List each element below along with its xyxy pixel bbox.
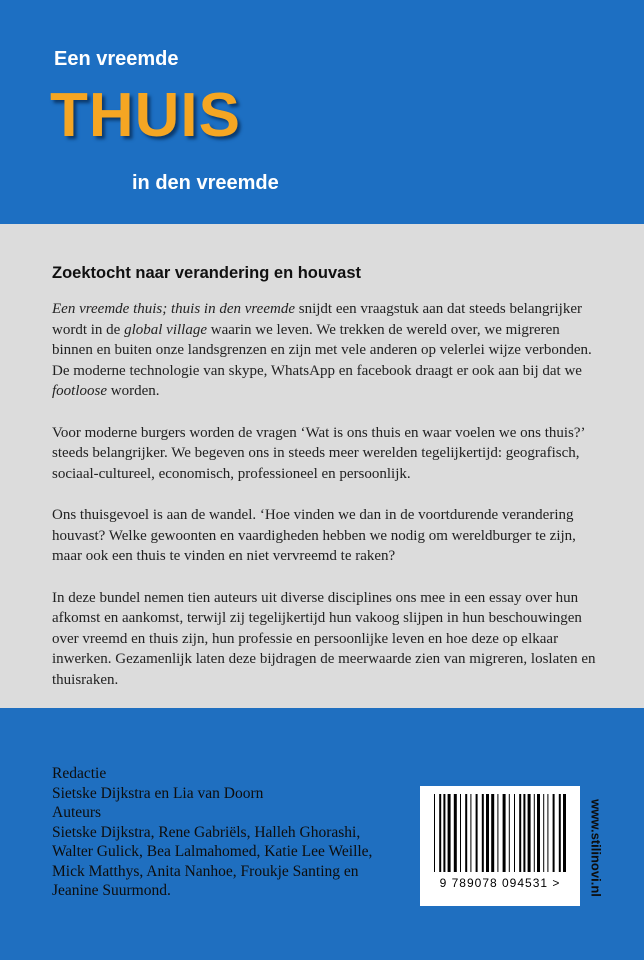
barcode-bar [486, 794, 489, 872]
title-banner [0, 0, 644, 224]
barcode-bar [523, 794, 525, 872]
authors-line: Mick Matthys, Anita Nanhoe, Froukje Santing en [52, 862, 359, 880]
barcode-bar [465, 794, 467, 872]
blurb-paragraph [52, 588, 604, 691]
title-line-1: Een vreemde [54, 48, 179, 70]
barcode-bar [482, 794, 484, 872]
blurb-paragraph [52, 423, 604, 485]
publisher-website [586, 778, 606, 918]
barcode-bar [491, 794, 494, 872]
barcode-bar [563, 794, 566, 872]
barcode-bar [534, 794, 535, 872]
barcode-bars [430, 794, 570, 872]
barcode-bar [460, 794, 461, 872]
blurb-paragraph [52, 505, 604, 567]
paragraph-text: Een vreemde thuis; thuis in den vreemde [52, 301, 295, 317]
barcode-bar [434, 794, 435, 872]
barcode-bar [559, 794, 561, 872]
barcode-bar [448, 794, 451, 872]
isbn-number: 9 789078 094531 > [439, 876, 561, 890]
title-line-3: in den vreemde [132, 172, 279, 194]
barcode-bar [553, 794, 555, 872]
credits [52, 764, 402, 901]
paragraph-text: footloose [52, 383, 107, 399]
barcode-bar [519, 794, 521, 872]
editors-heading: Redactie [52, 765, 107, 782]
blurb-panel [0, 224, 644, 708]
barcode-bar [439, 794, 441, 872]
credits-panel [0, 708, 644, 960]
authors-line: Jeanine Suurmond. [52, 882, 171, 899]
website-text: www.stilinovi.nl [588, 799, 604, 897]
barcode-bar [509, 794, 510, 872]
barcode-bar [470, 794, 471, 872]
barcode-bar [514, 794, 515, 872]
barcode-bar [547, 794, 548, 872]
paragraph-text: In deze bundel nemen tien auteurs uit diverse disciplines ons mee in een essay over hun afkomst en aankomst, terwijl zij tegelijkertijd hun vakoog slijpen in hun beschouwingen over vreemd en thuis zijn, hun professie en persoonlijke leven en hoe deze op elkaar inwerken. Gezamenlijk laten deze bijdragen de meerwaarde zien van migreren, loslaten en thuisraken. [52, 589, 596, 688]
blurb-paragraph [52, 299, 604, 402]
barcode-bar [537, 794, 540, 872]
barcode-bar [503, 794, 506, 872]
barcode-bar [528, 794, 531, 872]
authors-line: Sietske Dijkstra, Rene Gabriëls, Halleh Ghorashi, [52, 823, 361, 841]
paragraph-text: Voor moderne burgers worden de vragen ‘Wat is ons thuis en waar voelen we ons thuis?’ steeds belangrijker. We begeven ons in steeds meer werelden tegelijkertijd: geografisch, sociaal-cultureel, economisch, professioneel en persoonlijk. [52, 424, 585, 482]
paragraph-text: global village [124, 321, 207, 338]
title-main: THUIS [50, 81, 241, 150]
barcode-bar [443, 794, 445, 872]
subtitle: Zoektocht naar verandering en houvast [52, 264, 361, 282]
paragraph-text: Ons thuisgevoel is aan de wandel. ‘Hoe vinden we dan in de voortdurende verandering houvast? Welke gewoonten en vaardigheden hebben we nodig om wereldburger te zijn, maar ook een thuis te vinden en niet vervreemd te raken? [52, 507, 576, 564]
authors-heading: Auteurs [52, 804, 102, 821]
barcode-bar [476, 794, 478, 872]
paragraph-text: waarin we leven. We trekken de wereld over, we migreren binnen en buiten onze landsgrenzen en zijn met vele anderen op velerlei wijze verbonden. De moderne technologie van skype, WhatsApp en facebook draagt er ook aan bij dat we [52, 321, 592, 379]
barcode-bar [543, 794, 544, 872]
paragraph-text: snijdt een vraagstuk aan dat steeds belangrijker wordt in de [52, 301, 582, 338]
authors-line: Walter Gulick, Bea Lalmahomed, Katie Lee Weille, [52, 843, 373, 860]
isbn-barcode [420, 786, 580, 906]
blurb-body [52, 299, 604, 711]
paragraph-text: worden. [107, 383, 160, 399]
editors: Sietske Dijkstra en Lia van Doorn [52, 784, 264, 802]
barcode-bar [454, 794, 457, 872]
barcode-bar [497, 794, 498, 872]
